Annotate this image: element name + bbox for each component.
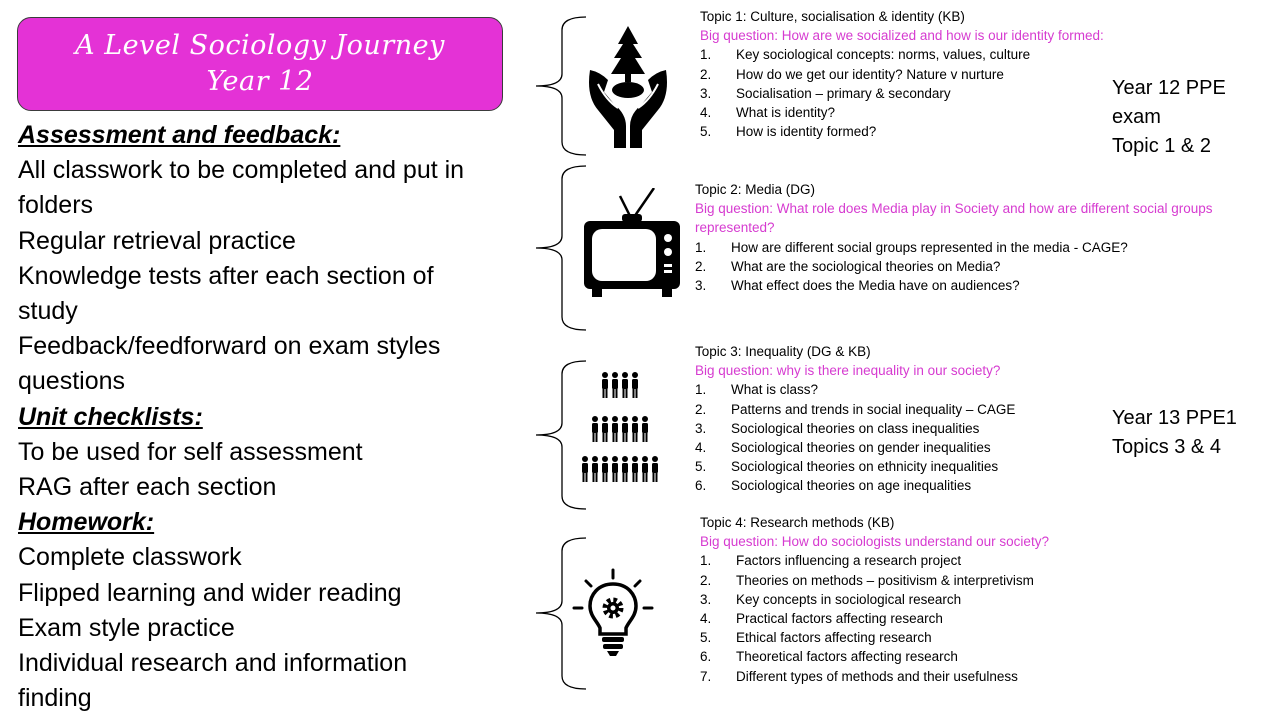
list-item: 7. Different types of methods and their usefulness <box>700 668 1018 684</box>
homework-line: finding <box>18 684 92 713</box>
list-item: 2. How do we get our identity? Nature v nurture <box>700 66 1004 82</box>
topic-4-list <box>700 551 1120 685</box>
topic-2-bracket <box>534 165 590 331</box>
assessment-line: folders <box>18 191 94 220</box>
list-item: 3. What effect does the Media have on audiences? <box>695 278 1020 294</box>
list-item: 4. Sociological theories on gender inequalities <box>695 440 991 456</box>
list-item: 1. Factors influencing a research project <box>700 553 962 569</box>
homework-heading: Homework: <box>18 508 155 537</box>
note-line: Year 13 PPE1 <box>1112 407 1237 429</box>
homework-line: Exam style practice <box>18 613 235 642</box>
year12-exam-note <box>1112 74 1226 161</box>
title-line-2: Year 12 <box>206 66 314 97</box>
assessment-line: study <box>18 297 78 326</box>
topic-1 <box>700 7 1150 141</box>
checklist-line: RAG after each section <box>18 473 277 502</box>
topic-3-list <box>695 380 1095 495</box>
list-item: 1. How are different social groups represented in the media - CAGE? <box>695 239 1128 255</box>
topic-2-list <box>695 238 1225 296</box>
year13-exam-note <box>1112 404 1237 462</box>
topic-1-big-question: Big question: How are we socialized and how is our identity formed: <box>700 28 1104 44</box>
list-item: 3. Socialisation – primary & secondary <box>700 85 951 101</box>
list-item: 1. What is class? <box>695 382 819 398</box>
title-banner <box>17 17 503 111</box>
topic-4-title: Topic 4: Research methods (KB) <box>700 515 895 530</box>
note-line: Topic 1 & 2 <box>1112 135 1211 157</box>
tree-hands-icon <box>584 26 672 150</box>
topic-4 <box>700 513 1120 686</box>
list-item: 3. Sociological theories on class inequalities <box>695 420 980 436</box>
left-column <box>18 118 518 716</box>
list-item: 2. Theories on methods – positivism & interpretivism <box>700 572 1034 588</box>
list-item: 1. Key sociological concepts: norms, values, culture <box>700 47 1031 63</box>
lightbulb-gear-icon <box>572 568 654 658</box>
list-item: 2. Patterns and trends in social inequality – CAGE <box>695 401 1016 417</box>
topic-1-list <box>700 45 1150 141</box>
list-item: 6. Theoretical factors affecting research <box>700 649 958 665</box>
people-pyramid-icon <box>580 372 662 490</box>
list-item: 5. How is identity formed? <box>700 124 877 140</box>
television-icon <box>584 188 680 298</box>
list-item: 5. Ethical factors affecting research <box>700 630 932 646</box>
list-item: 6. Sociological theories on age inequalities <box>695 478 972 494</box>
topic-1-bracket <box>534 16 590 156</box>
assessment-line: Feedback/feedforward on exam styles <box>18 332 441 361</box>
topic-2 <box>695 180 1225 295</box>
list-item: 2. What are the sociological theories on Media? <box>695 258 1001 274</box>
homework-line: Individual research and information <box>18 649 408 678</box>
homework-line: Complete classwork <box>18 543 242 572</box>
topic-2-title: Topic 2: Media (DG) <box>695 182 816 197</box>
topic-3-title: Topic 3: Inequality (DG & KB) <box>695 344 871 359</box>
topic-1-title: Topic 1: Culture, socialisation & identity (KB) <box>700 9 965 24</box>
assessment-line: Knowledge tests after each section of <box>18 261 434 290</box>
note-line: Year 12 PPE <box>1112 77 1226 99</box>
list-item: 3. Key concepts in sociological research <box>700 591 962 607</box>
list-item: 4. What is identity? <box>700 105 836 121</box>
note-line: exam <box>1112 106 1161 128</box>
checklist-line: To be used for self assessment <box>18 437 363 466</box>
assessment-line: All classwork to be completed and put in <box>18 156 465 185</box>
topic-3 <box>695 342 1095 496</box>
list-item: 5. Sociological theories on ethnicity inequalities <box>695 459 999 475</box>
checklist-heading: Unit checklists: <box>18 402 203 431</box>
assessment-heading: Assessment and feedback: <box>18 121 341 149</box>
homework-line: Flipped learning and wider reading <box>18 578 402 607</box>
note-line: Topics 3 & 4 <box>1112 436 1221 458</box>
topic-2-big-question: Big question: What role does Media play in Society and how are different social groups represented? <box>695 201 1213 236</box>
topic-4-big-question: Big question: How do sociologists understand our society? <box>700 534 1049 550</box>
list-item: 4. Practical factors affecting research <box>700 611 943 627</box>
title-line-1: A Level Sociology Journey <box>75 30 445 61</box>
assessment-line: questions <box>18 367 126 396</box>
assessment-line: Regular retrieval practice <box>18 226 296 255</box>
topic-3-big-question: Big question: why is there inequality in our society? <box>695 363 1001 379</box>
